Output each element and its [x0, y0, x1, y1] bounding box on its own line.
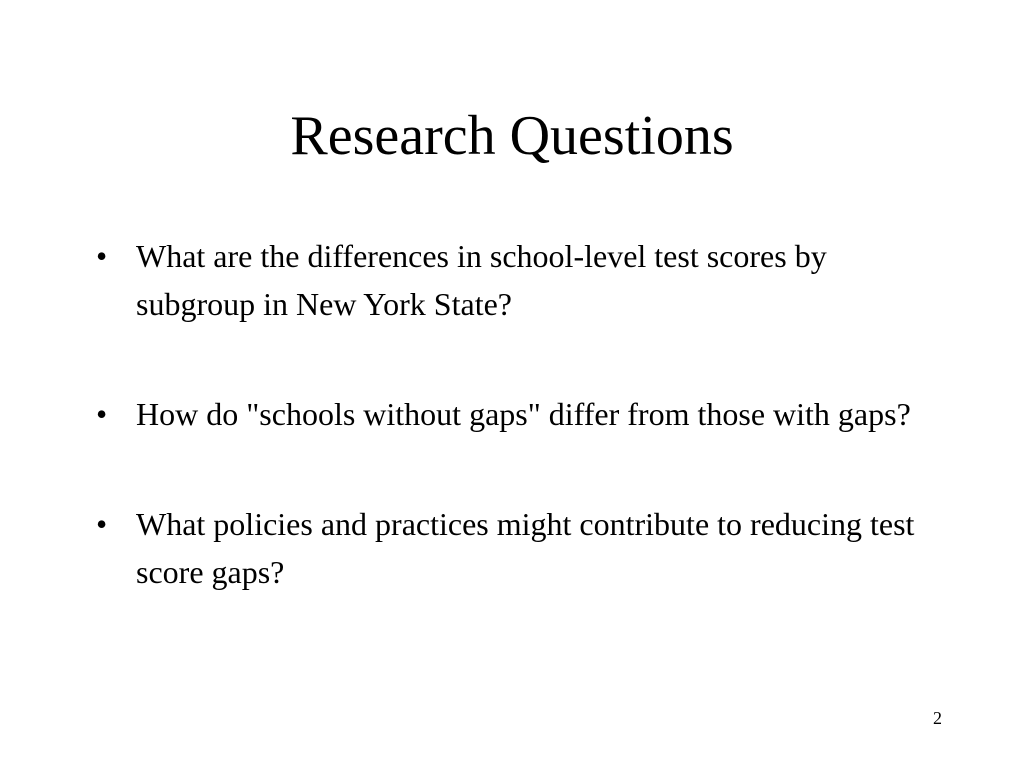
page-number: 2	[933, 708, 942, 728]
bullet-marker: •	[96, 238, 108, 274]
bullet-text: What are the differences in school-level test scores by subgroup in New York State?	[136, 238, 827, 322]
bullet-marker: •	[96, 396, 108, 432]
bullet-text: What policies and practices might contribute to reducing test score gaps?	[136, 506, 915, 590]
bullet-item	[90, 500, 950, 596]
bullet-item	[90, 390, 950, 438]
bullet-list	[90, 232, 950, 658]
bullet-marker: •	[96, 506, 108, 542]
slide-title: Research Questions	[290, 105, 734, 167]
bullet-item	[90, 232, 950, 328]
bullet-text: How do "schools without gaps" differ from those with gaps?	[136, 396, 911, 432]
